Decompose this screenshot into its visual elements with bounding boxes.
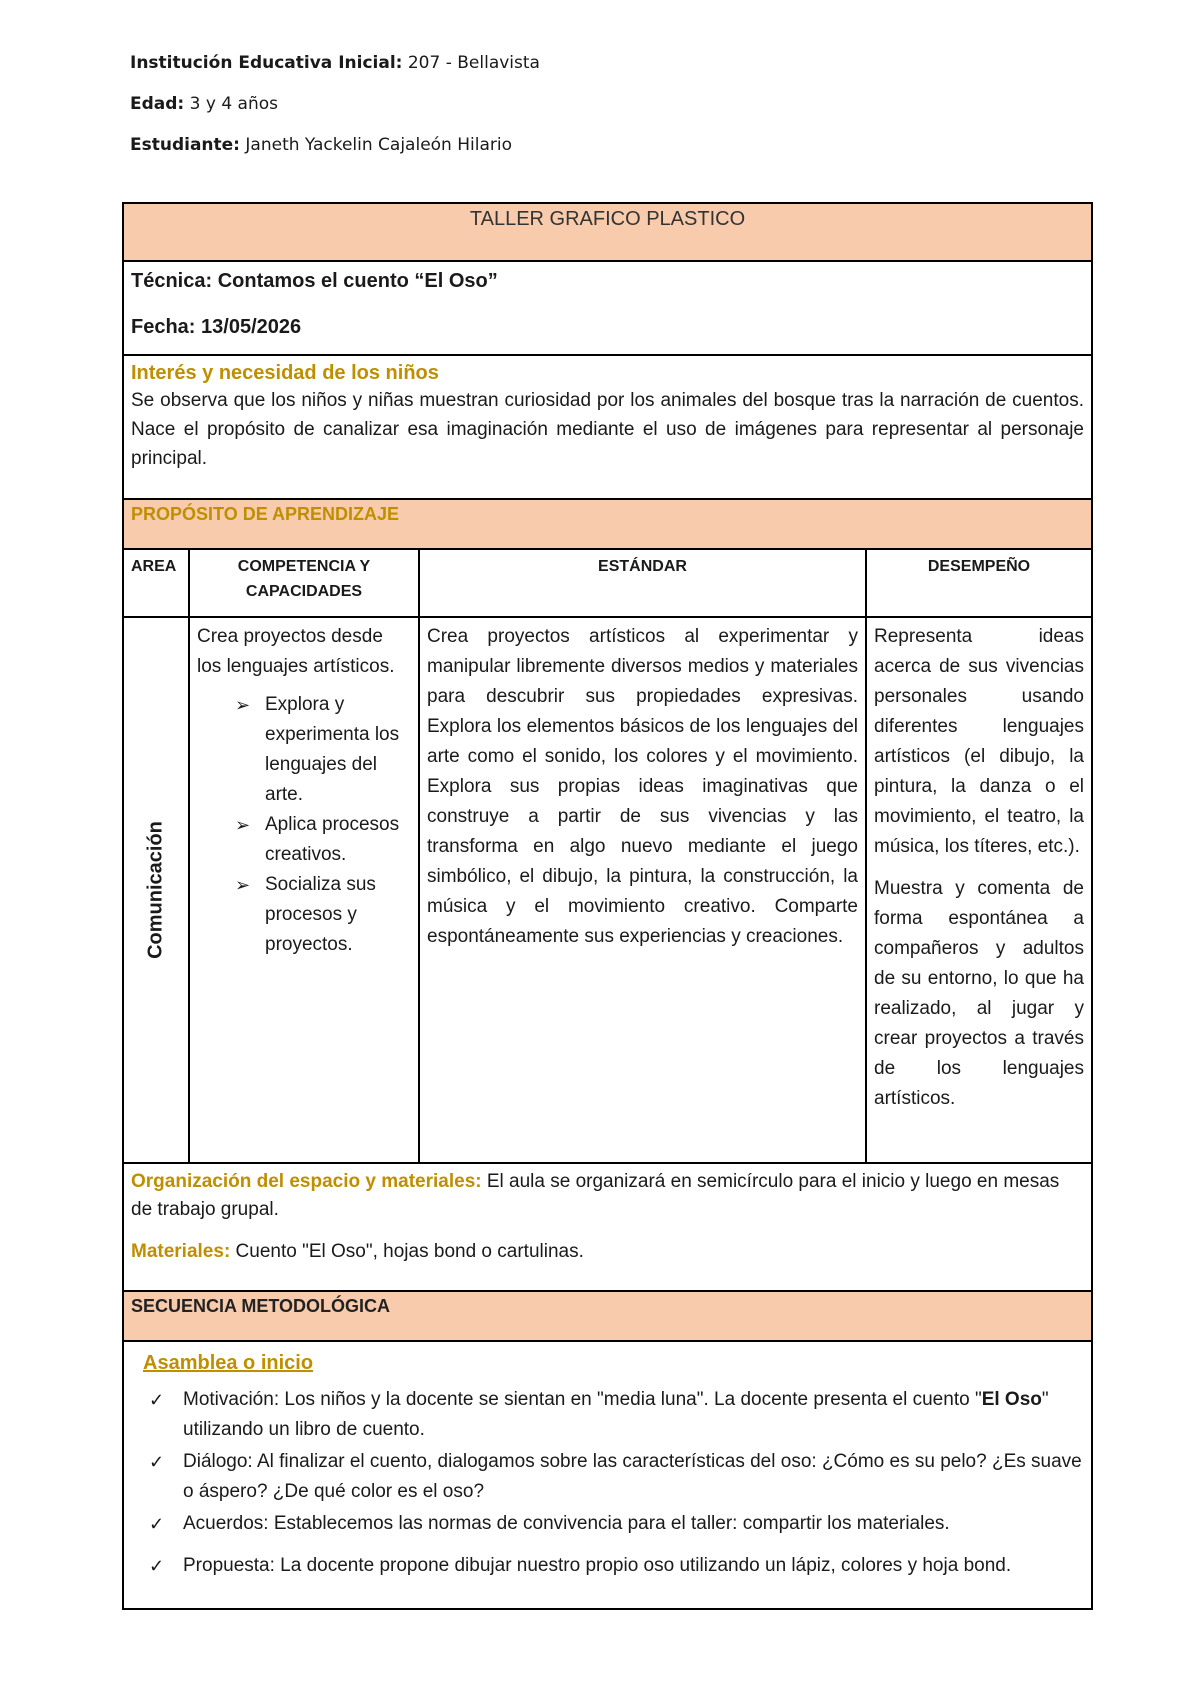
list-item: ✓ Acuerdos: Establecemos las normas de convivencia para el taller: compartir los materiales. (131, 1509, 1084, 1539)
lesson-plan-table (122, 202, 1093, 1610)
check-icon: ✓ (149, 1556, 165, 1576)
arrow-bullet-icon: ➢ (235, 695, 251, 715)
document-header (130, 52, 540, 175)
standard-text: Crea proyectos artísticos al experimentar y manipular libremente diversos medios y materiales para descubrir sus propiedades expresivas. Explora los elementos básicos de los lenguajes del arte como el sonido, los colores y el movimiento. Explora sus propias ideas imaginativas que construye a partir de sus vivencias y las transforma en algo nuevo mediante el juego simbólico, el dibujo, la pintura, la construcción, la música y el movimiento creativo. Comparte espontáneamente sus experiencias y creaciones. (427, 626, 858, 947)
list-item: ✓ Motivación: Los niños y la docente se sientan en "media luna". La docente presenta el cuento "El Oso" utilizando un libro de cuento. (131, 1385, 1084, 1445)
space-paragraph: Organización del espacio y materiales: El aula se organizará en semicírculo para el inicio y luego en mesas de trabajo grupal. (131, 1171, 1060, 1220)
sequence-cell (123, 1341, 1092, 1609)
sequence-list (131, 1385, 1084, 1581)
interest-heading: Interés y necesidad de los niños (131, 362, 439, 384)
competence-cell (189, 617, 419, 1163)
student-line: Estudiante: Janeth Yackelin Cajaleón Hilario (130, 135, 512, 155)
check-icon: ✓ (149, 1452, 165, 1472)
interest-cell (123, 355, 1092, 499)
check-icon: ✓ (149, 1390, 165, 1410)
area-label: Comunicación (144, 821, 167, 959)
materials-paragraph: Materiales: Cuento "El Oso", hojas bond o cartulinas. (131, 1241, 584, 1262)
asamblea-heading: Asamblea o inicio (143, 1352, 314, 1374)
area-cell (123, 617, 189, 1163)
list-item: ✓ Diálogo: Al finalizar el cuento, dialogamos sobre las características del oso: ¿Cómo es su pelo? ¿Es suave o áspero? ¿De qué color es el oso? (131, 1447, 1084, 1507)
list-item: ➢ Explora y experimenta los lenguajes del arte. (197, 690, 411, 810)
arrow-bullet-icon: ➢ (235, 875, 251, 895)
performance-text-1: Representa ideas acerca de sus vivencias personales usando diferentes lenguajes artísticos (el dibujo, la pintura, la danza o el movimiento, el teatro, la música, los títeres, etc.). (874, 626, 1084, 857)
col-performance-header: DESEMPEÑO (866, 549, 1092, 617)
check-icon: ✓ (149, 1514, 165, 1534)
purpose-heading: PROPÓSITO DE APRENDIZAJE (123, 499, 1092, 549)
list-item: ➢ Aplica procesos creativos. (197, 810, 411, 870)
sequence-heading: SECUENCIA METODOLÓGICA (123, 1291, 1092, 1341)
arrow-bullet-icon: ➢ (235, 815, 251, 835)
standard-cell (419, 617, 866, 1163)
institution-line: Institución Educativa Inicial: 207 - Bellavista (130, 53, 540, 73)
capacities-list (197, 690, 411, 960)
age-line: Edad: 3 y 4 años (130, 94, 278, 114)
list-item: ✓ Propuesta: La docente propone dibujar nuestro propio oso utilizando un lápiz, colores y hoja bond. (131, 1551, 1084, 1581)
organization-cell (123, 1163, 1092, 1291)
technique-cell (123, 261, 1092, 355)
competence-text: Crea proyectos desde los lenguajes artísticos. (197, 626, 395, 677)
list-item: ➢ Socializa sus procesos y proyectos. (197, 870, 411, 960)
col-competence-header: COMPETENCIA Y CAPACIDADES (189, 549, 419, 617)
performance-cell (866, 617, 1092, 1163)
technique-text: Técnica: Contamos el cuento “El Oso” (131, 270, 498, 292)
workshop-title: TALLER GRAFICO PLASTICO (123, 203, 1092, 261)
col-standard-header: ESTÁNDAR (419, 549, 866, 617)
interest-text: Se observa que los niños y niñas muestran curiosidad por los animales del bosque tras la narración de cuentos. Nace el propósito de canalizar esa imaginación mediante el uso de imágenes para representar al personaje principal. (131, 390, 1084, 469)
col-area-header: AREA (123, 549, 189, 617)
date-text: Fecha: 13/05/2026 (131, 316, 302, 338)
performance-text-2: Muestra y comenta de forma espontánea a compañeros y adultos de su entorno, lo que ha realizado, al jugar y crear proyectos a través de los lenguajes artísticos. (874, 878, 1084, 1109)
